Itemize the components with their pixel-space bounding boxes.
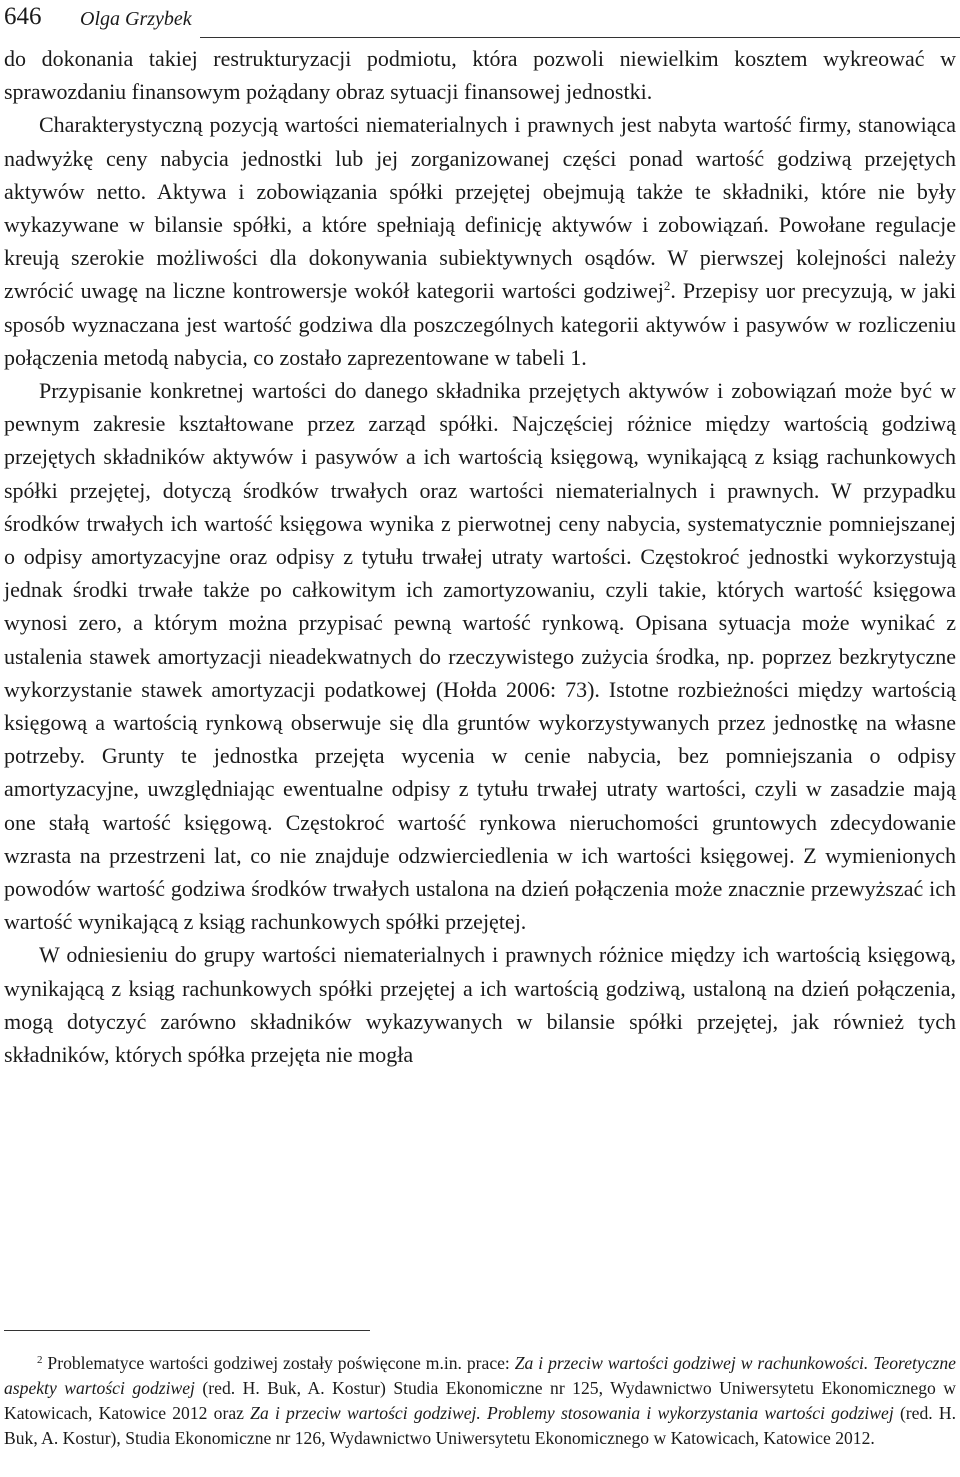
footnote-2 xyxy=(4,1351,956,1451)
paragraph-3: Przypisanie konkretnej wartości do danego składnika przejętych aktywów i zobowiązań może być w pewnym zakresie kształtowane przez zarząd spółki. Najczęściej różnice między wartością godziwą przejętych składników aktywów i pasywów a ich wartością księgową, wynikającą z ksiąg rachunkowych spółki przejętej, dotyczą środków trwałych oraz wartości niematerialnych i prawnych. W przypadku środków trwałych ich wartość księgowa wynika z pierwotnej ceny nabycia, systematycznie pomniejszanej o odpisy amortyzacyjne oraz odpisy z tytułu trwałej utraty wartości. Częstokroć jednostki wykorzystują jednak środki trwałe także po całkowitym ich zamortyzowaniu, czyli takie, których wartość księgowa wynosi zero, a którym można przypisać pewną wartość rynkową. Opisana sytuacja może wynikać z ustalenia stawek amortyzacji nieadekwatnych do rzeczywistego zużycia środka, np. poprzez bezkrytyczne wykorzystanie stawek amortyzacji podatkowej (Hołda 2006: 73). Istotne rozbieżności między wartością księgową a wartością rynkową obserwuje się dla gruntów wykorzystywanych przez jednostkę na własne potrzeby. Grunty te jednostka przejęta wycenia w cenie nabycia, bez pomniejszania o odpisy amortyzacyjne, uwzględniając ewentualne odpisy z tytułu trwałej utraty wartości, czyli w zasadzie mają one stałą wartość księgową. Częstokroć wartość rynkowa nieruchomości gruntowych zdecydowanie wzrasta na przestrzeni lat, co nie znajduje odzwierciedlenia w ich wartości księgowej. Z wymienionych powodów wartość godziwa środków trwałych ustalona na dzień połączenia może znacznie przewyższać ich wartość wynikającą z ksiąg rachunkowych spółki przejętej. xyxy=(4,378,956,935)
footnote-text-2: (red. H. Buk, A. Kostur) Studia Ekonomiczne nr 125, Wydawnictwo Uniwersytetu Ekonomicznego w Katowicach, Katowice 2012 oraz xyxy=(4,1378,956,1423)
footnote-title-1: Za i przeciw wartości godziwej w rachunkowości. Teoretyczne aspekty wartości godziwej xyxy=(4,1353,956,1398)
footnote-separator xyxy=(4,1330,370,1331)
paragraph-2 xyxy=(4,108,956,374)
page-number: 646 xyxy=(4,3,42,30)
footnote-title-2: Za i przeciw wartości godziwej. Problemy stosowania i wykorzystania wartości godziwej xyxy=(250,1403,894,1423)
paragraph-2-text-a: Charakterystyczną pozycją wartości niematerialnych i prawnych jest nabyta wartość firmy, stanowiąca nadwyżkę ceny nabycia jednostki lub jej zorganizowanej części ponad wartość godziwą przejętych aktywów netto. Aktywa i zobowiązania spółki przejętej obejmują także te składniki, które nie były wykazywane w bilansie spółki, a które spełniają definicję aktywów i zobowiązań. Powołane regulacje kreują szerokie możliwości dla dokonywania subiektywnych osądów. W pierwszej kolejności należy zwrócić uwagę na liczne kontrowersje wokół kategorii wartości godziwej xyxy=(4,112,956,304)
footnote-reference: 2 xyxy=(663,278,671,294)
header-rule xyxy=(200,37,960,38)
footnote-text xyxy=(4,1351,956,1451)
paragraph-1: do dokonania takiej restrukturyzacji podmiotu, która pozwoli niewielkim kosztem wykreować w sprawozdaniu finansowym pożądany obraz sytuacji finansowej jednostki. xyxy=(4,46,956,105)
paragraph-2-text-b: . Przepisy uor precyzują, w jaki sposób wyznaczana jest wartość godziwa dla poszczególnych kategorii aktywów i pasywów w rozliczeniu połączenia metodą nabycia, co zostało zaprezentowane w tabeli 1. xyxy=(4,278,956,370)
footnote-number: 2 xyxy=(37,1354,43,1366)
running-head-author: Olga Grzybek xyxy=(80,8,192,30)
footnote-text-3: (red. H. Buk, A. Kostur), Studia Ekonomiczne nr 126, Wydawnictwo Uniwersytetu Ekonomicznego w Katowicach, Katowice 2012. xyxy=(4,1403,956,1448)
running-head xyxy=(0,0,960,40)
paragraph-4: W odniesieniu do grupy wartości niematerialnych i prawnych różnice między ich wartością księgową, wynikającą z ksiąg rachunkowych spółki przejętej a ich wartością godziwą, ustaloną na dzień połączenia, mogą dotyczyć zarówno składników wykazywanych w bilansie spółki przejętej, jak również tych składników, których spółka przejęta nie mogła xyxy=(4,942,956,1068)
main-text xyxy=(4,42,956,1071)
footnote-text-1: Problematyce wartości godziwej zostały poświęcone m.in. prace: xyxy=(42,1353,515,1373)
